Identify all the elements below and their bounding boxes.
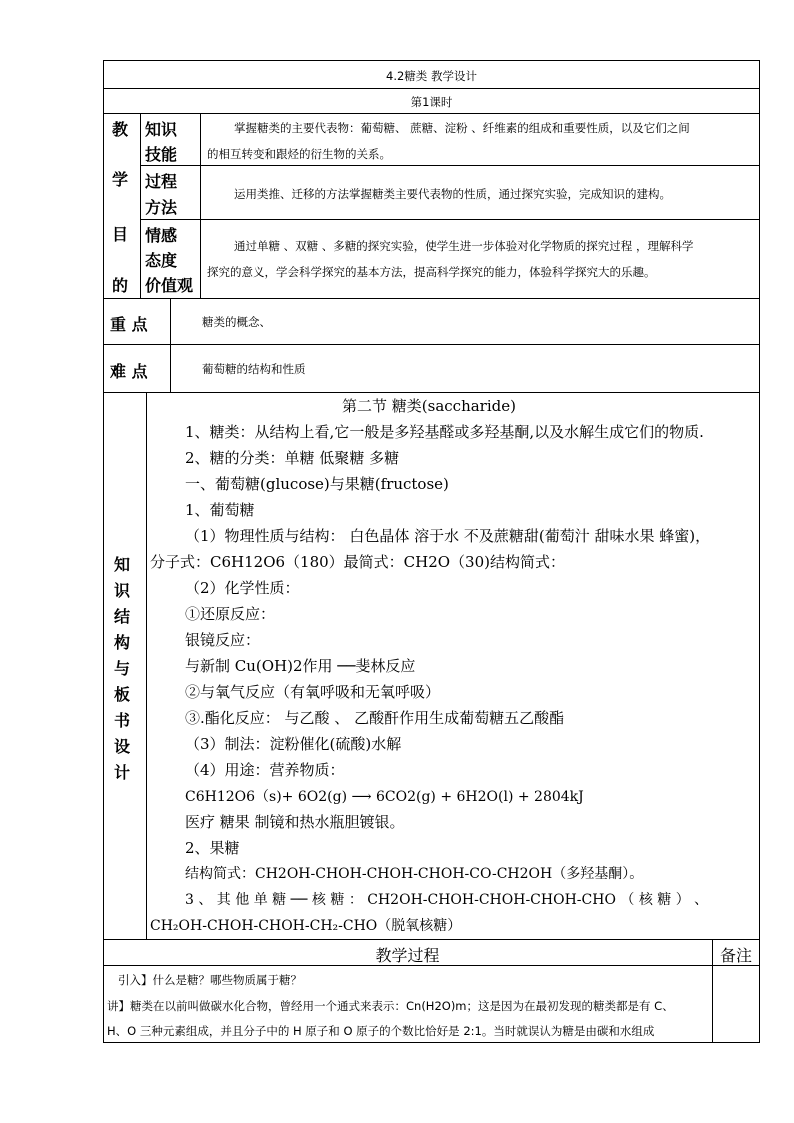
objectives-label-char: 教	[112, 120, 129, 139]
objectives-label-char: 的	[112, 276, 129, 295]
objectives-label-char: 学	[112, 170, 129, 189]
attitude-values-label-line: 态度	[145, 251, 178, 270]
objectives-label-char: 目	[112, 225, 129, 244]
board-line: 2、果糖	[185, 839, 240, 857]
difficulty-label: 难 点	[110, 362, 148, 381]
divider	[140, 219, 760, 220]
process-method-label-line: 过程	[145, 172, 178, 191]
molecular-formula-line: 分子式：C6H12O6（180）最简式：CH2O（30)结构简式：	[150, 553, 565, 571]
board-label-char: 结	[114, 607, 131, 626]
divider	[140, 113, 141, 298]
knowledge-skill-label-line: 知识	[145, 120, 178, 139]
board-label-char: 知	[114, 555, 131, 574]
board-line: （1）物理性质与结构： 白色晶体 溶于水 不及蔗糖甜(葡萄汁 甜味水果 蜂蜜)，	[185, 527, 711, 545]
attitude-values-label-line: 情感	[145, 226, 178, 245]
notes-header: 备注	[719, 946, 752, 965]
table-border-top	[103, 60, 760, 61]
intro-line: 引入】什么是糖？哪些物质属于糖？	[118, 973, 302, 987]
board-label-char: 与	[114, 659, 131, 678]
board-line: ②与氧气反应（有氧呼吸和无氧呼吸）	[185, 683, 441, 701]
board-line: 银镜反应：	[185, 631, 261, 649]
board-label-char: 构	[114, 633, 131, 652]
knowledge-skill-label-line: 技能	[145, 145, 178, 164]
board-line: 一、葡萄糖(glucose)与果糖(fructose)	[185, 475, 449, 493]
board-label-char: 板	[114, 685, 131, 704]
divider	[103, 392, 760, 393]
board-label-char: 识	[114, 581, 131, 600]
board-line: （2）化学性质：	[185, 579, 300, 597]
lecture-line: H、O 三种元素组成，并且分子中的 H 原子和 O 原子的个数比恰好是 2:1。当时就误认为糖是由碳和水组成	[107, 1024, 655, 1038]
lesson-plan-page	[103, 60, 760, 1043]
board-label-char: 设	[114, 737, 131, 756]
board-line: 2、糖的分类：单糖 低聚糖 多糖	[185, 449, 400, 467]
board-line: ③.酯化反应： 与乙酸 、 乙酸酐作用生成葡萄糖五乙酸酯	[185, 709, 565, 727]
board-line: （4）用途：营养物质：	[185, 761, 345, 779]
difficulty-text: 葡萄糖的结构和性质	[202, 362, 306, 376]
process-method-text: 运用类推、迁移的方法掌握糖类主要代表物的性质，通过探究实验，完成知识的建构。	[234, 187, 671, 201]
attitude-values-text: 探究的意义，学会科学探究的基本方法，提高科学探究的能力，体验科学探究大的乐趣。	[207, 265, 656, 279]
board-heading: 第二节 糖类(saccharide)	[342, 397, 516, 415]
board-line: （3）制法：淀粉催化(硫酸)水解	[185, 735, 402, 753]
board-line: 1、糖类：从结构上看,它一般是多羟基醛或多羟基酮,以及水解生成它们的物质.	[185, 423, 704, 441]
process-method-label-line: 方法	[145, 198, 178, 217]
board-line: ①还原反应：	[185, 605, 276, 623]
combustion-equation: C6H12O6（s)+ 6O2(g) ⟶ 6CO2(g) + 6H2O(l) + 2804kJ	[185, 789, 584, 805]
board-line: CH₂OH-CHOH-CHOH-CH₂-CHO（脱氧核糖）	[150, 918, 462, 934]
divider	[103, 939, 760, 940]
board-line: 1、葡萄糖	[185, 501, 255, 519]
lesson-period: 第1课时	[410, 95, 453, 109]
key-point-text: 糖类的概念、	[202, 315, 271, 329]
divider	[103, 344, 760, 345]
board-line: 医疗 糖果 制镜和热水瓶胆镀银。	[185, 813, 405, 831]
divider	[103, 298, 760, 299]
knowledge-skill-text: 掌握糖类的主要代表物：葡萄糖、 蔗糖、淀粉 、纤维素的组成和重要性质，以及它们之间	[234, 121, 690, 135]
other-monosaccharides-line: 3 、 其 他 单 糖 ── 核 糖 ： CH2OH-CHOH-CHOH-CHOH-CHO （ 核 糖 ） 、	[185, 892, 709, 908]
divider	[103, 113, 760, 114]
fructose-structure-line: 结构简式：CH2OH-CHOH-CHOH-CHOH-CO-CH2OH（多羟基酮）。	[185, 866, 644, 882]
divider	[140, 165, 760, 166]
divider	[103, 88, 760, 89]
table-border-right	[759, 60, 760, 1043]
divider	[146, 392, 147, 939]
lecture-line: 讲】糖类在以前叫做碳水化合物，曾经用一个通式来表示：Cn(H2O)m；这是因为在最初发现的糖类都是有 C、	[107, 999, 674, 1013]
knowledge-skill-text: 的相互转变和跟烃的衍生物的关系。	[207, 147, 391, 161]
board-label-char: 计	[114, 763, 131, 782]
attitude-values-text: 通过单糖 、双糖 、多糖的探究实验，使学生进一步体验对化学物质的探究过程 ，理解科学	[234, 239, 694, 253]
document-title: 4.2糖类 教学设计	[386, 69, 477, 83]
table-border-bottom	[103, 1042, 760, 1043]
process-header: 教学过程	[375, 946, 440, 965]
objectives-label	[103, 113, 140, 298]
attitude-values-label-line: 价值观	[145, 276, 194, 295]
key-point-label: 重 点	[110, 315, 148, 334]
fehling-reaction-line: 与新制 Cu(OH)2作用 ──斐林反应	[185, 657, 416, 675]
divider	[170, 298, 171, 392]
divider	[200, 113, 201, 298]
board-label-char: 书	[114, 711, 131, 730]
